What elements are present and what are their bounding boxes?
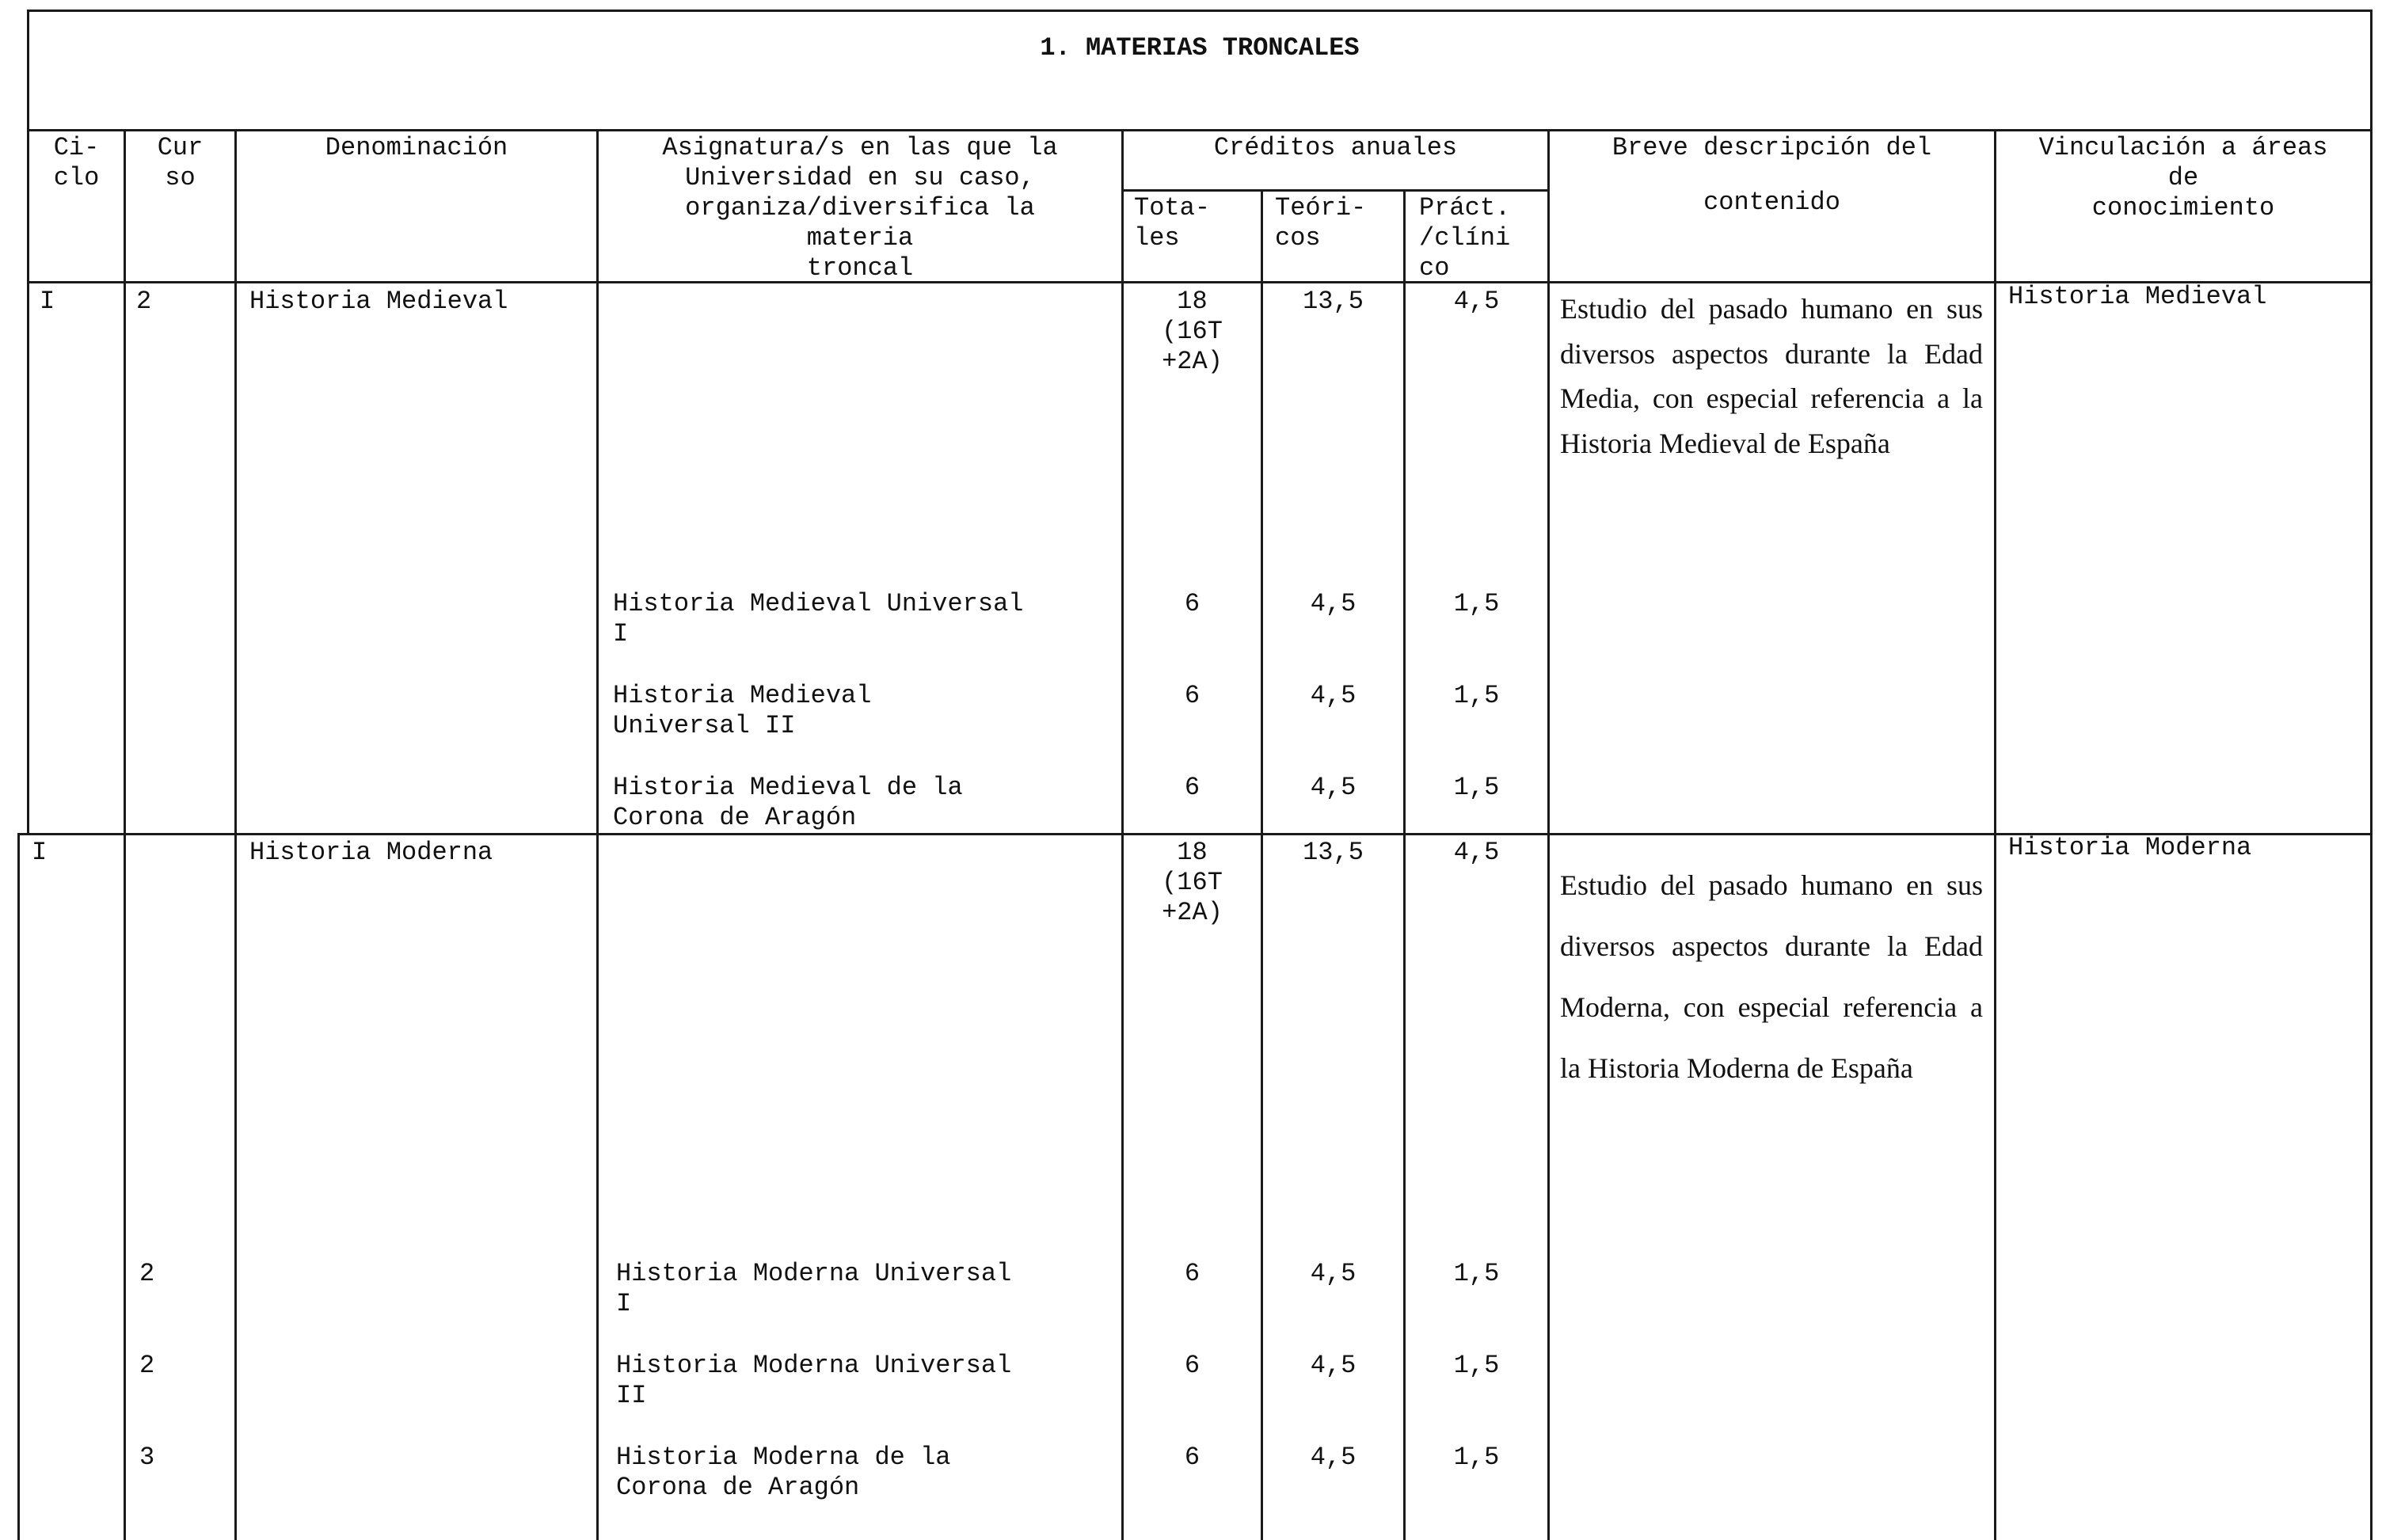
- header-creditos: Créditos anuales: [1213, 133, 1458, 162]
- practicos-cell: 4,5: [1453, 287, 1500, 316]
- teoricos-cell: 4,5: [1310, 1443, 1357, 1472]
- header-descripcion-line2: contenido: [1703, 188, 1840, 217]
- totales-cell: 6: [1184, 1351, 1201, 1380]
- totales-cell: 18 (16T +2A): [1162, 838, 1223, 927]
- totales-cell: 6: [1184, 1443, 1201, 1472]
- header-ciclo: Ci- clo: [53, 133, 100, 192]
- asignatura-cell: Historia Medieval Universal II: [613, 681, 872, 740]
- practicos-cell: 1,5: [1453, 1351, 1500, 1380]
- curso-cell: 2: [139, 1259, 155, 1288]
- vinculacion-cell: Historia Medieval: [2008, 282, 2267, 311]
- col-divider-creditos: [1547, 129, 1550, 1540]
- header-curso: Cur so: [157, 133, 204, 192]
- table-title: 1. MATERIAS TRONCALES: [1040, 33, 1360, 63]
- asignatura-cell: Historia Moderna de la Corona de Aragón: [616, 1443, 951, 1502]
- denominacion-cell: Historia Moderna: [249, 838, 493, 867]
- header-descripcion-line1: Breve descripción del: [1611, 133, 1932, 162]
- denominacion-cell: Historia Medieval: [249, 287, 508, 316]
- ciclo-cell: I: [32, 838, 48, 867]
- col-divider-ciclo: [124, 129, 126, 1540]
- header-denominacion: Denominación: [325, 133, 508, 162]
- teoricos-cell: 13,5: [1303, 838, 1364, 867]
- asignatura-cell: Historia Medieval Universal I: [613, 589, 1024, 648]
- col-divider-curso: [234, 129, 237, 1540]
- curso-cell: 2: [139, 1351, 155, 1380]
- totales-cell: 6: [1184, 1259, 1201, 1288]
- header-totales: Tota- les: [1134, 193, 1211, 253]
- border-top: [27, 10, 2372, 12]
- practicos-cell: 1,5: [1453, 589, 1500, 618]
- col-divider-descripcion: [1994, 129, 1996, 1540]
- header-practicos: Práct. /clíni co: [1419, 193, 1511, 283]
- totales-cell: 6: [1184, 681, 1201, 710]
- practicos-cell: 4,5: [1453, 838, 1500, 867]
- practicos-cell: 1,5: [1453, 1259, 1500, 1288]
- curso-cell: 3: [139, 1443, 155, 1472]
- totales-cell: 6: [1184, 589, 1201, 618]
- vinculacion-cell: Historia Moderna: [2008, 833, 2252, 862]
- ciclo-cell: I: [40, 287, 55, 316]
- header-teoricos: Teóri- cos: [1275, 193, 1367, 253]
- teoricos-cell: 4,5: [1310, 681, 1357, 710]
- practicos-cell: 1,5: [1453, 1443, 1500, 1472]
- practicos-cell: 1,5: [1453, 681, 1500, 710]
- teoricos-cell: 4,5: [1310, 773, 1357, 802]
- creditos-subheader-divider: [1121, 189, 1547, 192]
- descripcion-cell: Estudio del pasado humano en sus diversos aspectos durante la Edad Moderna, con especial referencia a la Historia Moderna de España: [1560, 869, 1983, 1084]
- totales-cell: 18 (16T +2A): [1162, 287, 1223, 376]
- title-row-divider: [27, 129, 2372, 131]
- totales-cell: 6: [1184, 773, 1201, 802]
- teoricos-cell: 4,5: [1310, 1351, 1357, 1380]
- teoricos-cell: 4,5: [1310, 1259, 1357, 1288]
- col-divider-denominacion: [596, 129, 599, 1540]
- asignatura-cell: Historia Medieval de la Corona de Aragón: [613, 773, 963, 832]
- header-asignaturas: Asignatura/s en las que la Universidad en su caso, organiza/diversifica la materia troncal: [662, 133, 1058, 283]
- curso-cell: 2: [136, 287, 152, 316]
- teoricos-cell: 4,5: [1310, 589, 1357, 618]
- header-vinculacion: Vinculación a áreas de conocimiento: [2038, 133, 2328, 222]
- border-left-lower: [17, 833, 20, 1540]
- teoricos-cell: 13,5: [1303, 287, 1364, 316]
- descripcion-cell: Estudio del pasado humano en sus diversos aspectos durante la Edad Media, con especial referencia a la Historia Medieval de España: [1560, 293, 1983, 459]
- asignatura-cell: Historia Moderna Universal II: [616, 1351, 1012, 1410]
- asignatura-cell: Historia Moderna Universal I: [616, 1259, 1012, 1318]
- practicos-cell: 1,5: [1453, 773, 1500, 802]
- border-right: [2370, 10, 2372, 1540]
